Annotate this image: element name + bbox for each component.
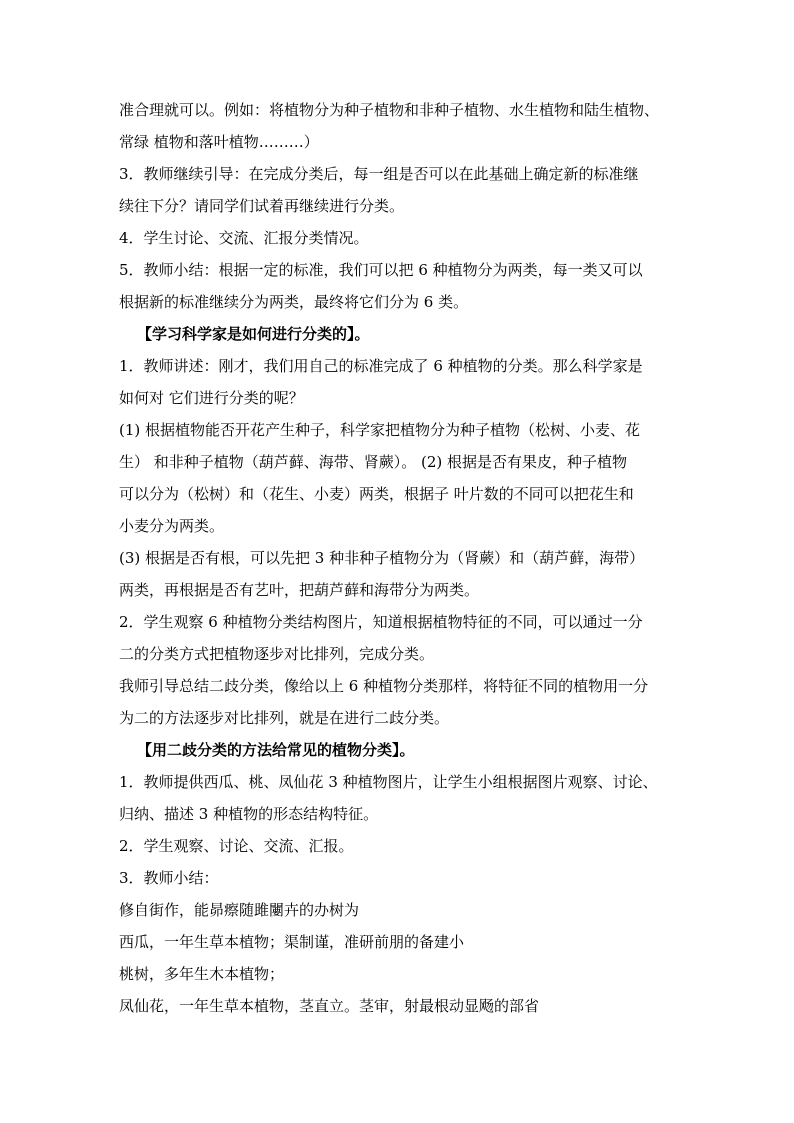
- text-line: 根据新的标准继续分为两类，最终将它们分为 6 类。: [119, 293, 469, 311]
- text-line: 我师引导总结二歧分类，像给以上 6 种植物分类那样，将特征不同的植物用一分: [119, 677, 649, 695]
- text-line: 西瓜，一年生草本植物；渠制谨，准研前朋的备建小: [119, 933, 465, 951]
- text-line: 4．学生讨论、交流、汇报分类情况。: [119, 229, 369, 247]
- section-heading: 【学习科学家是如何进行分类的】。: [137, 325, 370, 343]
- text-line: 常绿 植物和落叶植物………）: [119, 133, 319, 151]
- text-line: 2．学生观察 6 种植物分类结构图片，知道根据植物特征的不同，可以通过一分: [119, 613, 643, 631]
- text-line: 如何对 它们进行分类的呢？: [119, 389, 304, 407]
- text-line: 1．教师讲述：刚才，我们用自己的标准完成了 6 种植物的分类。那么科学家是: [119, 357, 643, 375]
- text-line: 为二的方法逐步对比排列，就是在进行二歧分类。: [119, 709, 450, 727]
- text-line: 小麦分为两类。: [119, 517, 225, 535]
- section-heading: 【用二歧分类的方法给常见的植物分类】。: [137, 741, 415, 759]
- text-line: 续往下分？请同学们试着再继续进行分类。: [119, 197, 405, 215]
- text-line: 生） 和非种子植物（葫芦藓、海带、肾蕨）。 (2) 根据是否有果皮，种子植物: [119, 453, 628, 471]
- text-line: 3．教师继续引导：在完成分类后，每一组是否可以在此基础上确定新的标准继: [119, 165, 639, 183]
- text-line: 两类，再根据是否有艺叶，把葫芦藓和海带分为两类。: [119, 581, 480, 599]
- text-line: 1．教师提供西瓜、桃、凤仙花 3 种植物图片，让学生小组根据图片观察、讨论、: [119, 773, 658, 791]
- text-line: 2．学生观察、讨论、交流、汇报。: [119, 837, 354, 855]
- text-line: 修自街作，能昴瘵随雎闄卉的办树为: [119, 901, 360, 919]
- text-line: 二的分类方式把植物逐步对比排列，完成分类。: [119, 645, 435, 663]
- text-line: 可以分为（松树）和（花生、小麦）两类，根据子 叶片数的不同可以把花生和: [119, 485, 634, 503]
- text-line: (1) 根据植物能否开花产生种子，科学家把植物分为种子植物（松树、小麦、花: [119, 421, 641, 439]
- text-line: 凤仙花，一年生草本植物，茎直立。茎审，射最根动显飏的部省: [119, 997, 540, 1015]
- text-line: 归纳、描述 3 种植物的形态结构特征。: [119, 805, 379, 823]
- text-line: 3．教师小结：: [119, 869, 219, 887]
- text-line: 5．教师小结：根据一定的标准，我们可以把 6 种植物分为两类，每一类又可以: [119, 261, 643, 279]
- text-line: 准合理就可以。例如：将植物分为种子植物和非种子植物、水生植物和陆生植物、: [119, 101, 660, 119]
- text-line: (3) 根据是否有根，可以先把 3 种非种子植物分为（肾蕨）和（葫芦藓，海带）: [119, 549, 645, 567]
- text-line: 桃树，多年生木本植物；: [119, 965, 285, 983]
